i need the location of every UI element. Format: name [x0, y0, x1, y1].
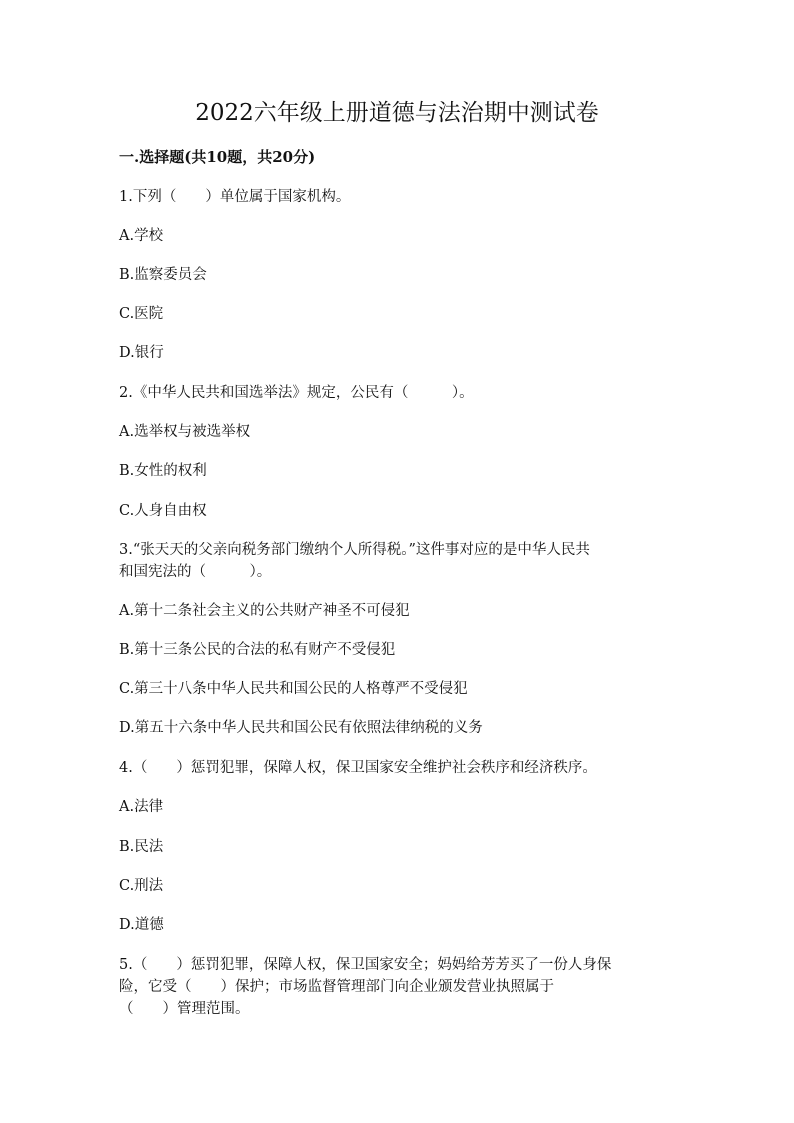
- question-4-option-b: B.民法: [119, 839, 164, 855]
- question-5-stem-line-2: 险，它受（ ）保护；市场监督管理部门向企业颁发营业执照属于: [119, 979, 554, 995]
- question-1-option-d: D.银行: [119, 345, 164, 361]
- question-1-option-c: C.医院: [119, 306, 164, 322]
- question-2-stem: 2.《中华人民共和国选举法》规定，公民有（ ）。: [119, 385, 474, 401]
- question-3-option-a: A.第十二条社会主义的公共财产神圣不可侵犯: [119, 603, 410, 619]
- question-3-stem-line-1: 3.“张天天的父亲向税务部门缴纳个人所得税。”这件事对应的是中华人民共: [119, 542, 590, 558]
- question-4-option-d: D.道德: [119, 917, 164, 933]
- question-4-option-c: C.刑法: [119, 878, 164, 894]
- question-3-stem-line-2: 和国宪法的（ ）。: [119, 564, 272, 580]
- question-4-stem: 4.（ ）惩罚犯罪，保障人权，保卫国家安全维护社会秩序和经济秩序。: [119, 760, 597, 776]
- question-3-option-d: D.第五十六条中华人民共和国公民有依照法律纳税的义务: [119, 720, 483, 736]
- question-1-option-a: A.学校: [119, 228, 164, 244]
- question-2-option-b: B.女性的权利: [119, 463, 207, 479]
- question-1-option-b: B.监察委员会: [119, 267, 207, 283]
- question-3-option-b: B.第十三条公民的合法的私有财产不受侵犯: [119, 642, 396, 658]
- question-4-option-a: A.法律: [119, 799, 164, 815]
- question-3-option-c: C.第三十八条中华人民共和国公民的人格尊严不受侵犯: [119, 681, 468, 697]
- section-heading: 一.选择题(共10题，共20分): [119, 148, 316, 166]
- question-2-option-a: A.选举权与被选举权: [119, 424, 251, 440]
- question-5-stem: [119, 954, 679, 1020]
- question-5-stem-line-3: （ ）管理范围。: [119, 1001, 250, 1017]
- page-title: 2022六年级上册道德与法治期中测试卷: [195, 100, 599, 126]
- question-5-stem-line-1: 5.（ ）惩罚犯罪，保障人权，保卫国家安全；妈妈给芳芳买了一份人身保: [119, 957, 612, 973]
- question-1-stem: 1.下列（ ）单位属于国家机构。: [119, 189, 351, 205]
- question-3-stem: [119, 539, 679, 583]
- question-2-option-c: C.人身自由权: [119, 503, 207, 519]
